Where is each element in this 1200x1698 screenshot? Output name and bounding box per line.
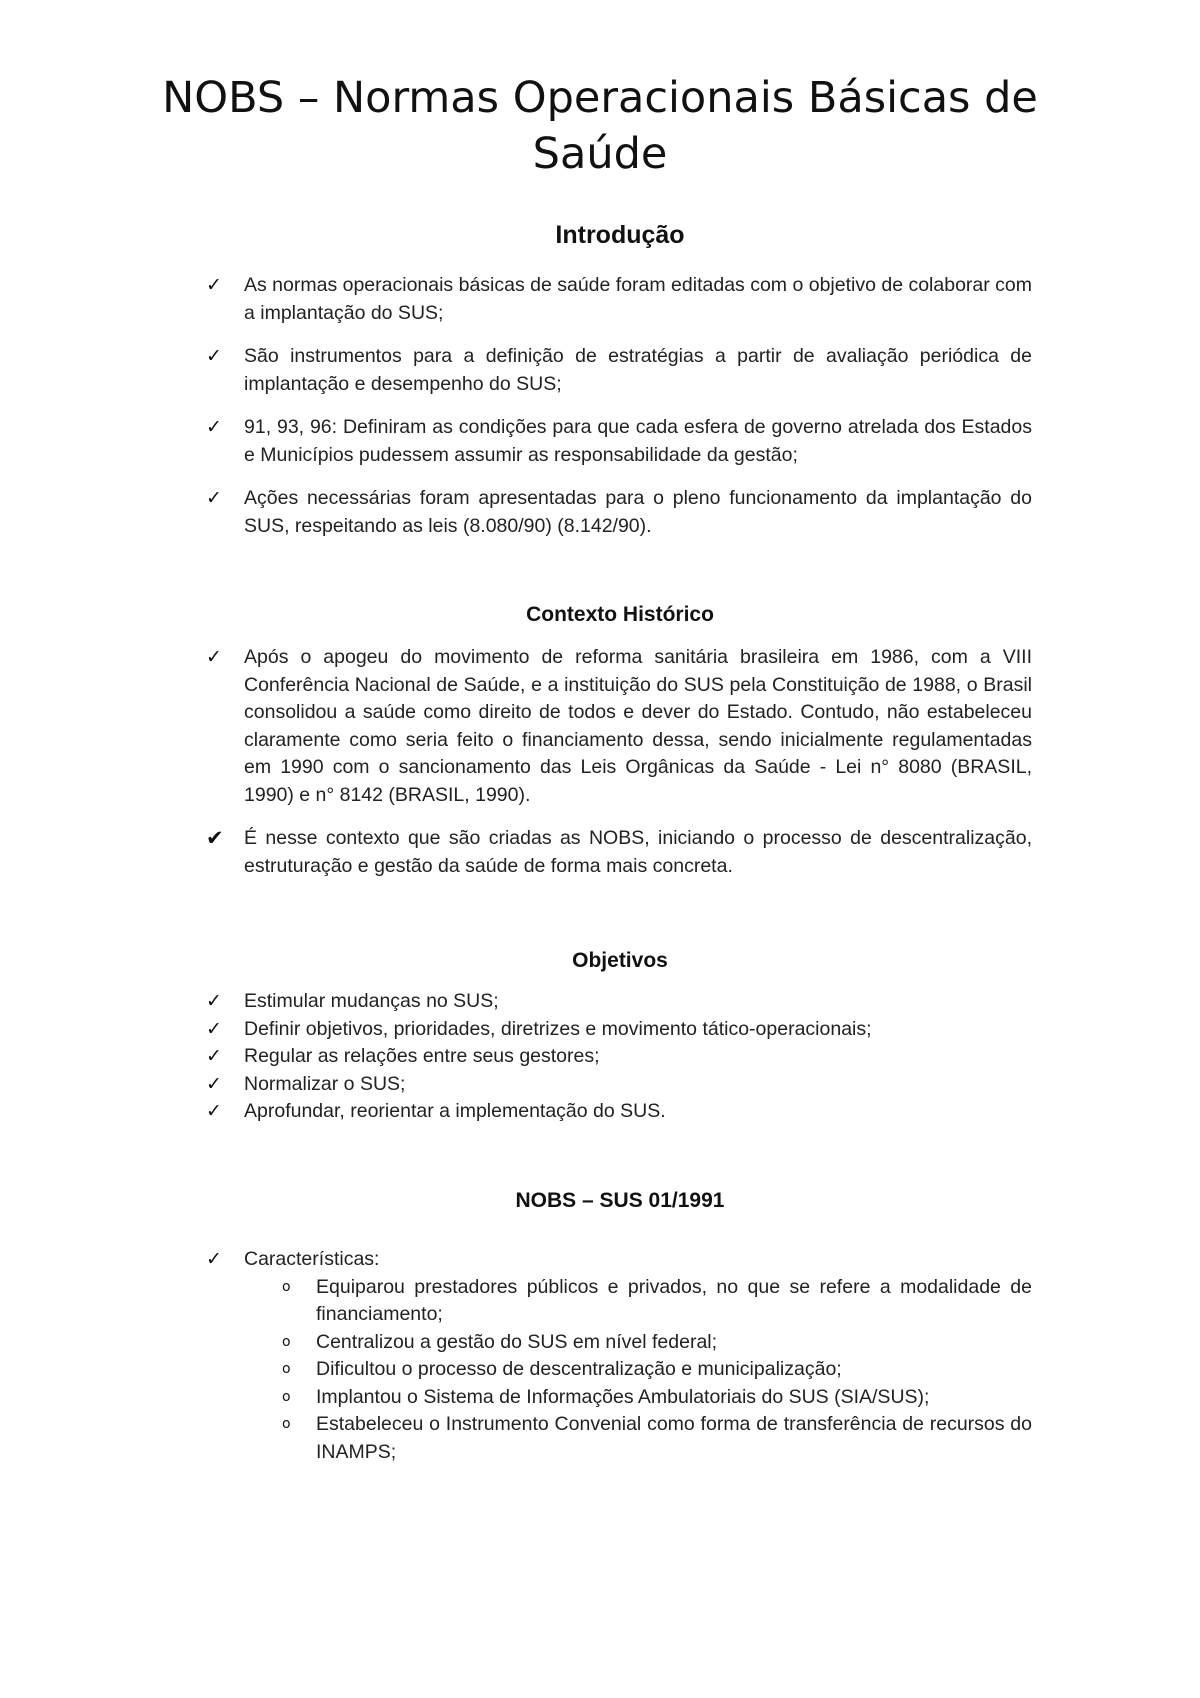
list-item-text: É nesse contexto que são criadas as NOBS, iniciando o processo de descentralização, estruturação e gestão da saúde de forma mais concreta. [244, 827, 1032, 877]
list-item [206, 988, 1032, 1016]
sub-list-item-text: Equiparou prestadores públicos e privados, no que se refere a modalidade de financiamento; [316, 1275, 1032, 1325]
sub-list-item [206, 1274, 1032, 1329]
section-heading-nobs-1991: NOBS – SUS 01/1991 [515, 1189, 725, 1212]
list-item [206, 1043, 1032, 1071]
list-item-text: Características: [244, 1248, 380, 1270]
checkmark-icon: ✓ [206, 416, 222, 438]
checkmark-icon: ✓ [206, 345, 222, 367]
circle-bullet-icon: o [282, 1361, 291, 1377]
intro-list [206, 272, 1032, 556]
list-item-text: Ações necessárias foram apresentadas para o pleno funcionamento da implantação do SUS, respeitando as leis (8.080/90) (8.142/90). [244, 487, 1032, 537]
list-item [206, 1246, 1032, 1466]
list-item-text: 91, 93, 96: Definiram as condições para que cada esfera de governo atrelada dos Estados e Municípios pudessem assumir as responsabilidade da gestão; [244, 416, 1032, 466]
context-list [206, 644, 1032, 896]
list-item-text: Normalizar o SUS; [244, 1072, 406, 1095]
sub-list-item [206, 1384, 1032, 1412]
list-item-text: Após o apogeu do movimento de reforma sanitária brasileira em 1986, com a VIII Conferência Nacional de Saúde, e a instituição do SUS pela Constituição de 1988, o Brasil consolidou a saúde como direito de todos e dever do Estado. Contudo, não estabeleceu claramente como seria feito o financiamento dessa, sendo inicialmente regulamentadas em 1990 com o sancionamento das Leis Orgânicas da Saúde - Lei n° 8080 (BRASIL, 1990) e n° 8142 (BRASIL, 1990). [244, 646, 1032, 806]
circle-bullet-icon: o [282, 1388, 291, 1405]
list-item [206, 1016, 1032, 1044]
characteristics-sublist [244, 1274, 1032, 1467]
nobs-1991-list [206, 1246, 1032, 1466]
list-item-text: Definir objetivos, prioridades, diretrizes e movimento tático-operacionais; [244, 1017, 872, 1040]
list-item-text: Regular as relações entre seus gestores; [244, 1045, 600, 1067]
checkmark-icon: ✓ [206, 1045, 222, 1067]
list-item-text: As normas operacionais básicas de saúde foram editadas com o objetivo de colaborar com a implantação do SUS; [244, 274, 1033, 324]
checkmark-icon: ✓ [206, 1072, 222, 1095]
checkmark-icon: ✓ [206, 1100, 222, 1122]
sub-list-item [206, 1356, 1032, 1384]
circle-bullet-icon: o [282, 1278, 291, 1295]
checkmark-icon: ✓ [206, 1248, 222, 1270]
document-title: NOBS – Normas Operacionais Básicas de Saúde [162, 73, 1038, 179]
sub-list-item-text: Dificultou o processo de descentralização e municipalização; [316, 1358, 842, 1380]
list-item-text: Aprofundar, reorientar a implementação do SUS. [244, 1100, 666, 1122]
checkmark-icon: ✓ [206, 1017, 222, 1040]
section-heading-objetivos: Objetivos [572, 949, 668, 972]
list-item [206, 644, 1032, 809]
list-item [206, 414, 1032, 469]
list-item [206, 825, 1032, 880]
list-item [206, 343, 1032, 398]
list-item [206, 272, 1032, 327]
list-item-text: Estimular mudanças no SUS; [244, 990, 499, 1012]
circle-bullet-icon: o [282, 1416, 291, 1432]
section-heading-introducao: Introdução [555, 221, 685, 249]
sub-list-item [206, 1329, 1032, 1357]
circle-bullet-icon: o [282, 1333, 291, 1350]
list-item [206, 485, 1032, 540]
list-item-text: São instrumentos para a definição de estratégias a partir de avaliação periódica de implantação e desempenho do SUS; [244, 345, 1032, 395]
list-item [206, 1071, 1032, 1099]
list-item [206, 1098, 1032, 1126]
sub-list-item-text: Implantou o Sistema de Informações Ambulatoriais do SUS (SIA/SUS); [316, 1385, 930, 1408]
checkmark-icon: ✓ [206, 487, 222, 509]
sub-list-item-text: Estabeleceu o Instrumento Convenial como forma de transferência de recursos do INAMPS; [316, 1413, 1032, 1463]
objectives-list [206, 988, 1032, 1126]
checkmark-icon: ✓ [206, 646, 222, 668]
sub-list-item-text: Centralizou a gestão do SUS em nível federal; [316, 1330, 718, 1353]
checkmark-bold-icon: ✔ [206, 826, 224, 850]
checkmark-icon: ✓ [206, 274, 222, 296]
section-heading-contexto-historico: Contexto Histórico [526, 603, 714, 626]
sub-list-item [206, 1411, 1032, 1466]
checkmark-icon: ✓ [206, 990, 222, 1012]
